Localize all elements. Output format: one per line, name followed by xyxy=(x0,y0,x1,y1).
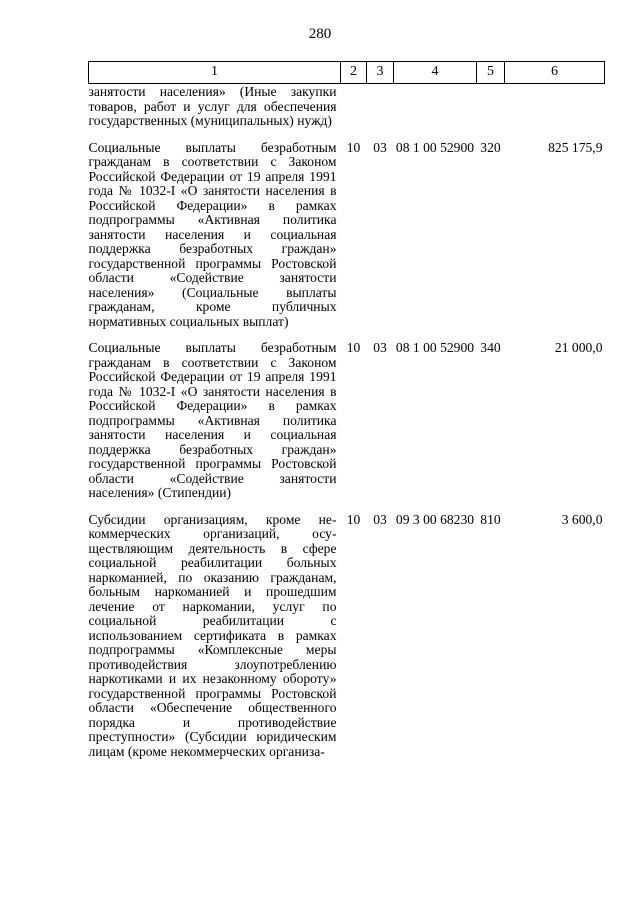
header-col-3: 3 xyxy=(367,62,394,84)
row-section xyxy=(341,84,367,139)
row-amount xyxy=(505,84,605,139)
table-row xyxy=(89,139,605,340)
header-col-4: 4 xyxy=(394,62,477,84)
table-row xyxy=(89,339,605,511)
row-target-code xyxy=(394,84,477,139)
row-description: Социальные выплаты безработным гражданам в соответствии с Законом Российской Федерации от 19 апреля 1991 года № 1032-I «О занятости населения в Российской Федерации» в рамках подпрограммы «Активная политика занятости населения и социальная поддержка безработных граждан» государственной программы Ростовской области «Содействие занятости населения» (Социальные выплаты гражданам, кроме публичных нормативных социальных выплат) xyxy=(88,139,337,329)
row-expense-type: 320 xyxy=(480,139,501,155)
row-section: 10 xyxy=(346,139,361,155)
table-row xyxy=(89,511,605,770)
row-target-code: 09 3 00 68230 xyxy=(395,511,475,527)
header-col-1: 1 xyxy=(89,62,341,84)
row-amount: 825 175,9 xyxy=(548,139,603,155)
page-number: 280 xyxy=(308,26,332,42)
row-expense-type: 810 xyxy=(480,511,501,527)
row-section: 10 xyxy=(346,511,361,527)
row-description: Социальные выплаты безработным гражданам в соответствии с Законом Российской Федерации от 19 апреля 1991 года № 1032-I «О занятости населения в Российской Федерации» в рамках подпрограммы «Активная политика занятости населения и социальная поддержка безработных граждан» государственной программы Ростовской области «Содействие занятости населения» (Стипендии) xyxy=(88,340,337,500)
row-subsection: 03 xyxy=(373,139,387,155)
row-target-code: 08 1 00 52900 xyxy=(395,340,475,355)
row-subsection: 03 xyxy=(373,511,387,527)
table-row xyxy=(89,84,605,139)
row-section: 10 xyxy=(346,340,361,355)
row-target-code: 08 1 00 52900 xyxy=(395,139,475,155)
row-amount: 21 000,0 xyxy=(554,340,603,355)
row-amount: 3 600,0 xyxy=(561,511,603,527)
row-description: занятости населения» (Иные закупки товаров, работ и услуг для обеспечения государственных (муниципальных) нужд) xyxy=(88,84,337,128)
row-description: Субсидии организациям, кроме некоммерческих организаций, осуществляющим деятельность в сфере социальной реабилитации больных наркоманией, по оказанию гражданам, больным наркоманией и прошедшим лечение от наркомании, услуг по социальной реабилитации с использованием сертификата в рамках подпрограммы «Комплексные меры противодействия злоупотреблению наркотиками и их незаконному обороту» государственной программы Ростовской области «Обеспечение общественного порядка и противодействие преступности» (Субсидии юридическим лицам (кроме некоммерческих организа- xyxy=(88,511,337,759)
header-col-2: 2 xyxy=(341,62,367,84)
budget-table xyxy=(88,61,605,769)
header-col-5: 5 xyxy=(477,62,505,84)
row-expense-type xyxy=(477,84,505,139)
row-expense-type: 340 xyxy=(480,340,501,355)
header-col-6: 6 xyxy=(505,62,605,84)
row-subsection xyxy=(367,84,394,139)
row-subsection: 03 xyxy=(373,340,387,355)
header-row xyxy=(89,62,605,84)
